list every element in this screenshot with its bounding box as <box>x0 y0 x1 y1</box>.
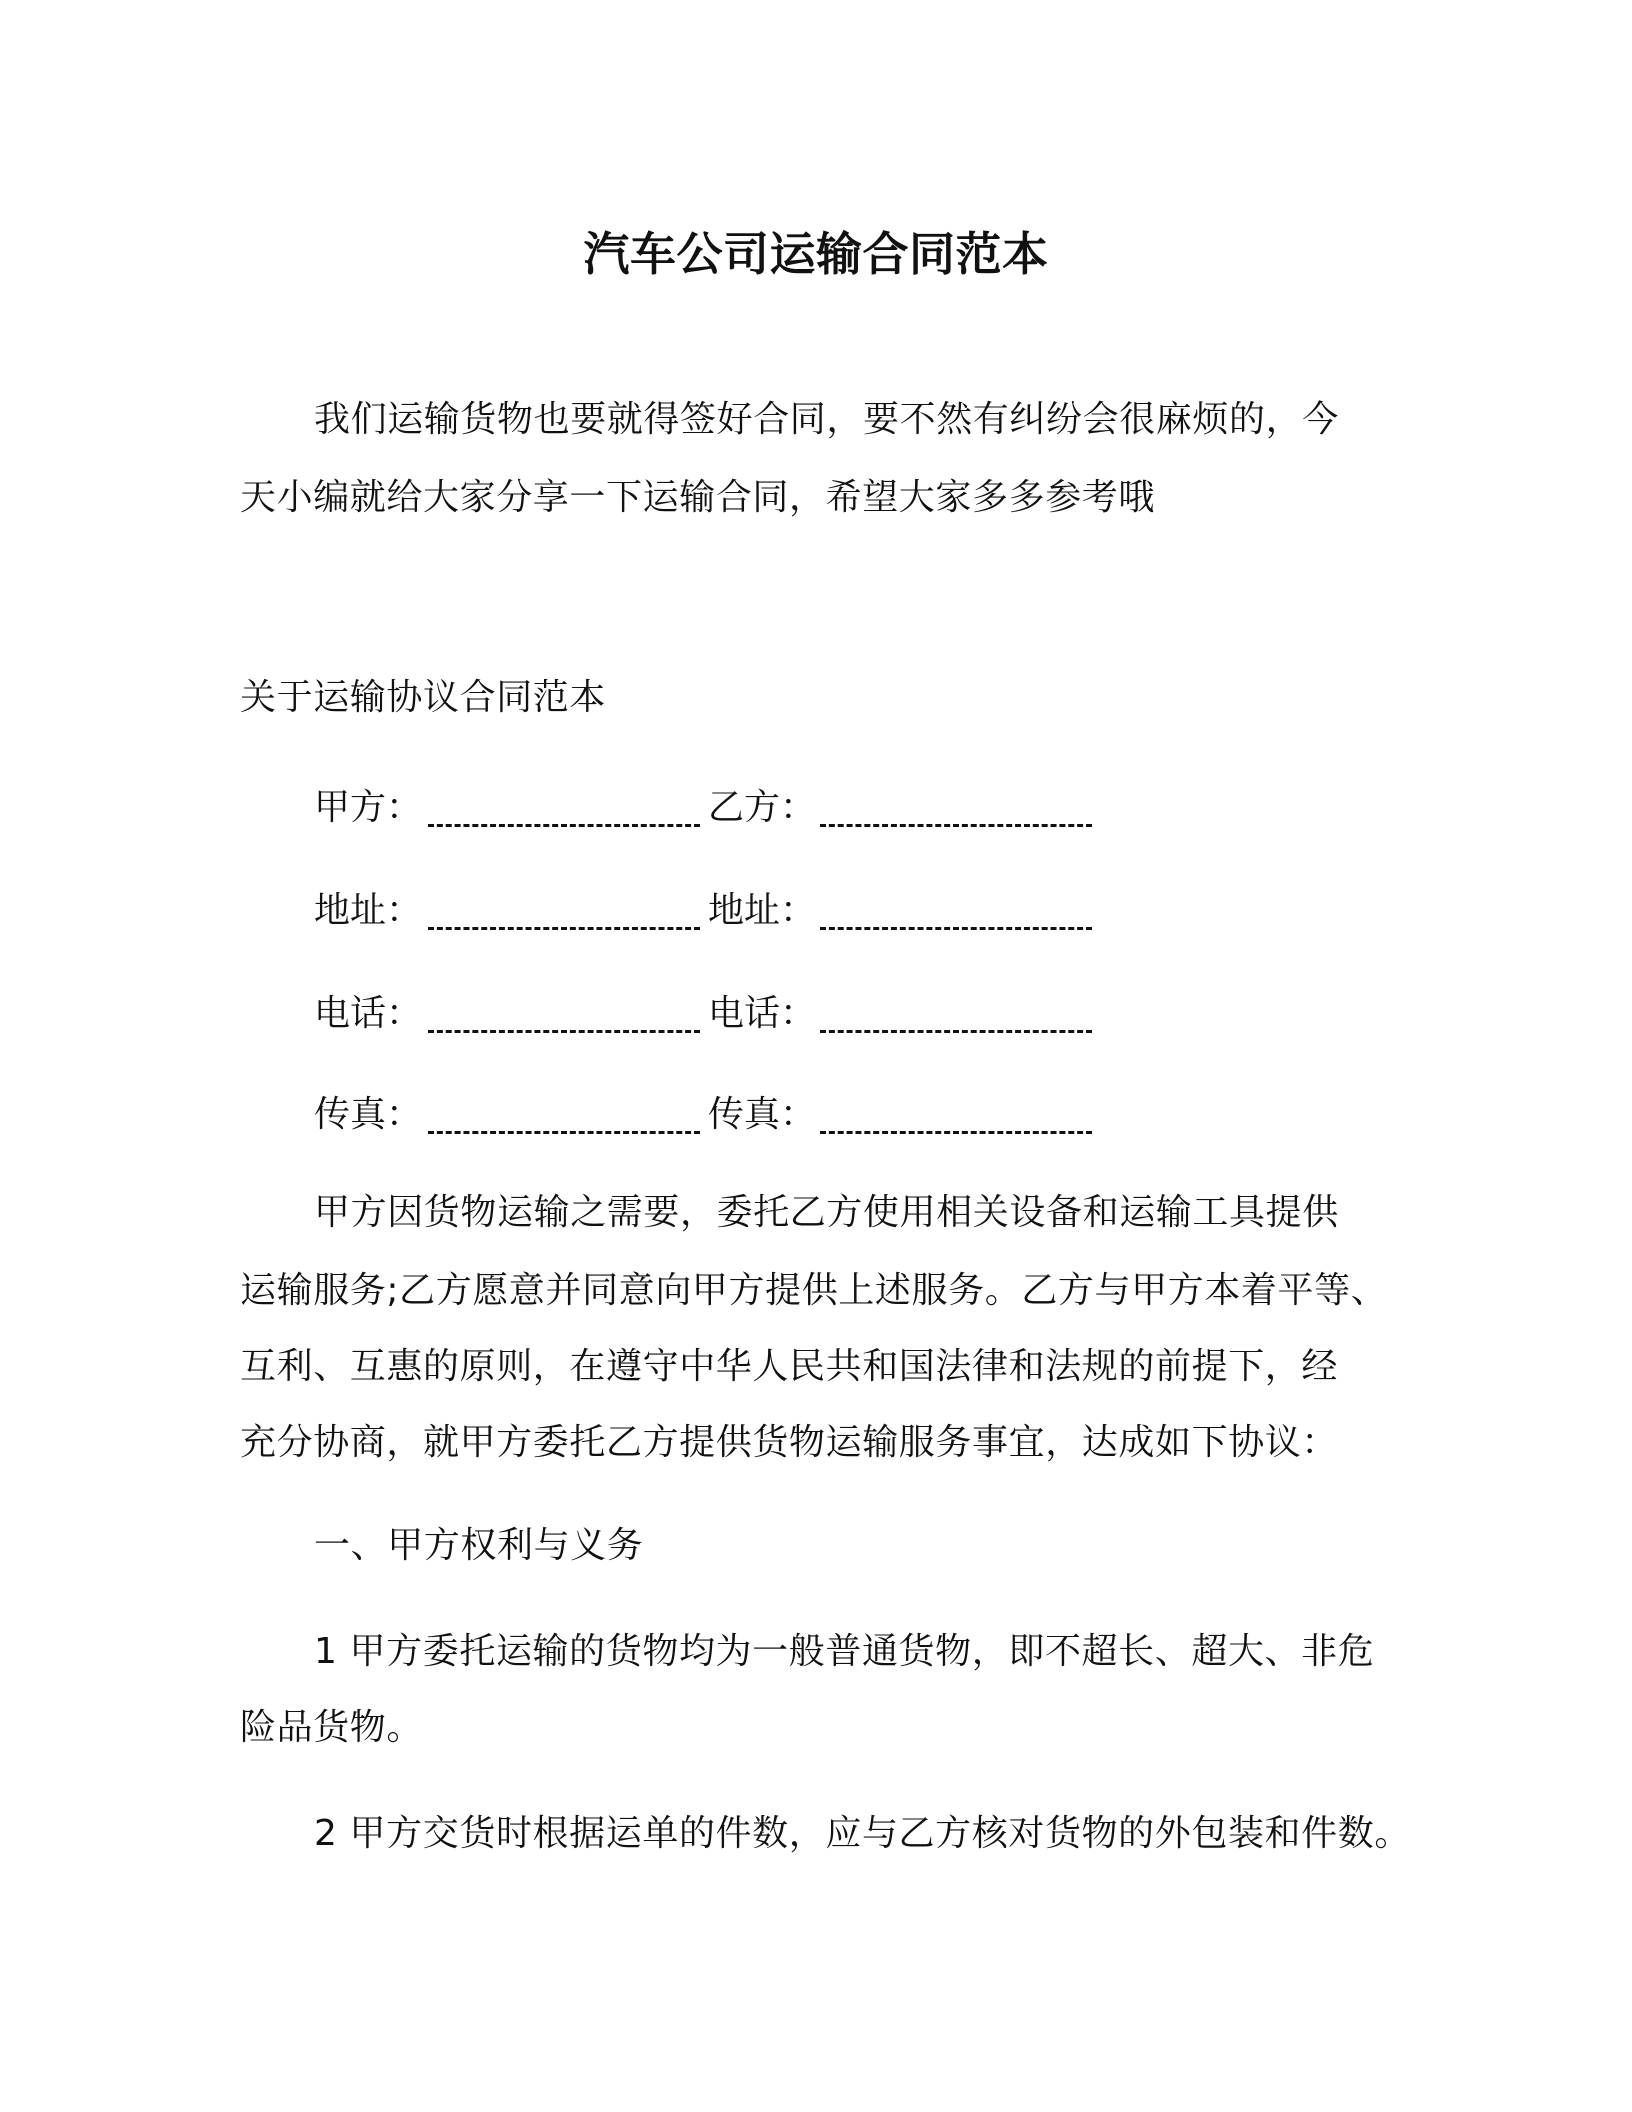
clause-2-line-1: 2 甲方交货时根据运单的件数，应与乙方核对货物的外包装和件数。 <box>314 1813 1411 1854</box>
clause-1-line-1: 1 甲方委托运输的货物均为一般普通货物，即不超长、超大、非危 <box>314 1631 1375 1672</box>
party-a-fax-field[interactable] <box>428 1093 700 1137</box>
document-title: 汽车公司运输合同范本 <box>583 227 1049 281</box>
party-a-address-field[interactable] <box>428 889 700 933</box>
party-b-address-label: 地址： <box>708 890 817 931</box>
preamble-line-3: 互利、互惠的原则，在遵守中华人民共和国法律和法规的前提下，经 <box>240 1346 1339 1387</box>
party-b-phone-label: 电话： <box>708 993 817 1034</box>
preamble-line-4: 充分协商，就甲方委托乙方提供货物运输服务事宜，达成如下协议： <box>240 1422 1339 1463</box>
party-b-fax-field[interactable] <box>820 1093 1092 1137</box>
party-a-fax-label: 传真： <box>314 1094 423 1135</box>
party-b-address-field[interactable] <box>820 889 1092 933</box>
intro-line-1: 我们运输货物也要就得签好合同，要不然有纠纷会很麻烦的，今 <box>314 399 1339 440</box>
preamble-line-2: 运输服务;乙方愿意并同意向甲方提供上述服务。乙方与甲方本着平等、 <box>240 1270 1388 1311</box>
party-a-phone-label: 电话： <box>314 993 423 1034</box>
party-a-address-label: 地址： <box>314 890 423 931</box>
party-a-field[interactable] <box>428 786 700 830</box>
party-b-field[interactable] <box>820 786 1092 830</box>
party-a-phone-field[interactable] <box>428 992 700 1036</box>
party-b-phone-field[interactable] <box>820 992 1092 1036</box>
section-subtitle: 关于运输协议合同范本 <box>240 677 607 718</box>
section-heading-party-a: 一、甲方权利与义务 <box>314 1525 644 1566</box>
party-b-label: 乙方： <box>708 787 817 828</box>
intro-line-2: 天小编就给大家分享一下运输合同，希望大家多多参考哦 <box>240 477 1156 518</box>
party-a-label: 甲方： <box>314 787 423 828</box>
preamble-line-1: 甲方因货物运输之需要，委托乙方使用相关设备和运输工具提供 <box>314 1192 1339 1233</box>
party-b-fax-label: 传真： <box>708 1094 817 1135</box>
clause-1-line-2: 险品货物。 <box>240 1707 424 1748</box>
